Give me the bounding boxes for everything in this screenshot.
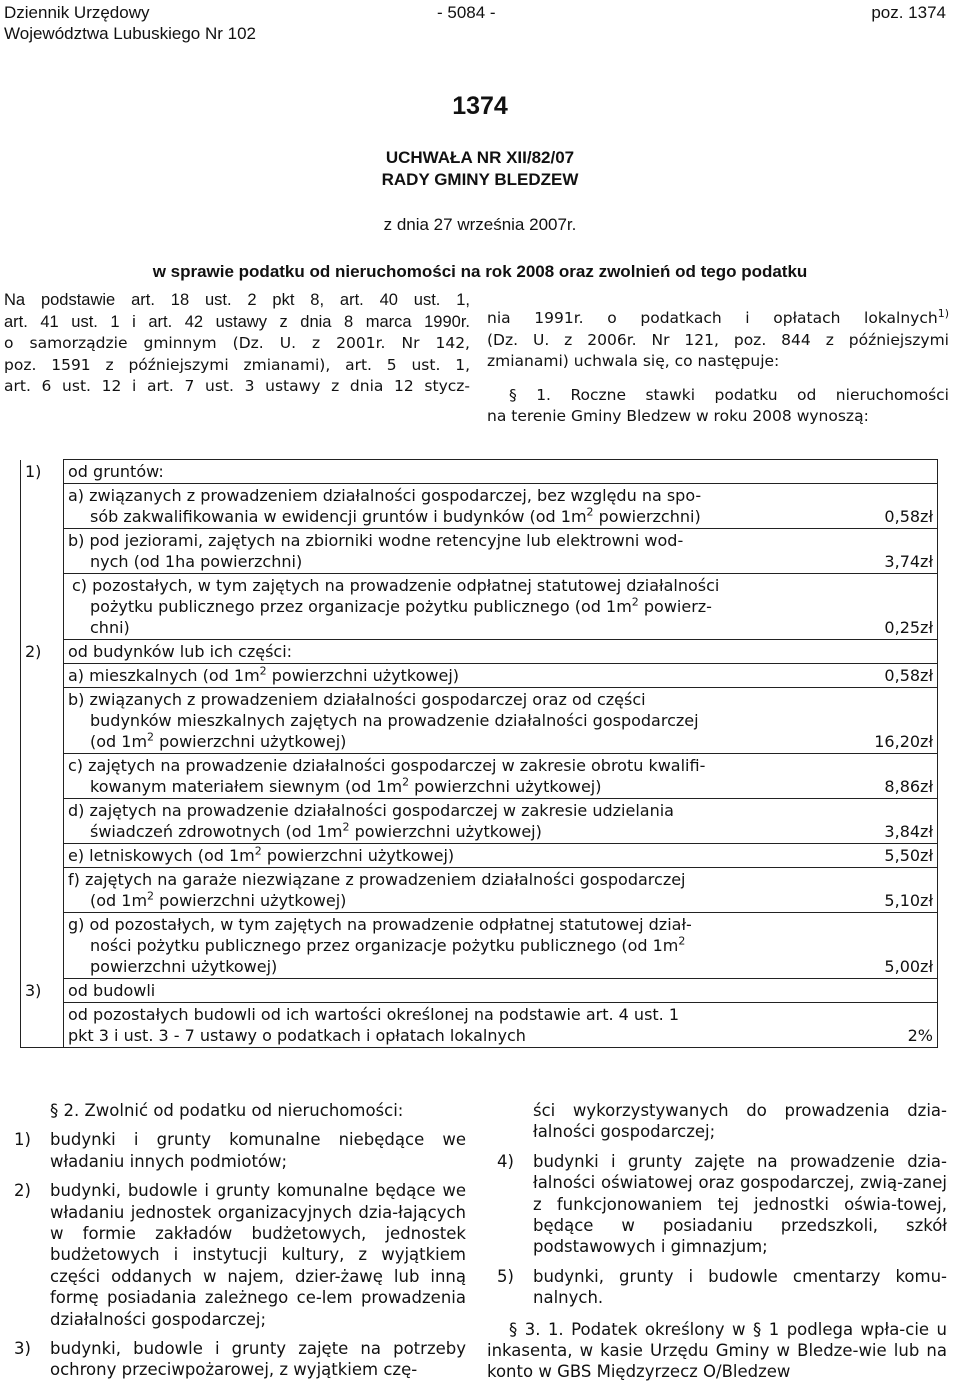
superscript: 2 <box>147 889 155 903</box>
rate-value: 2% <box>849 1003 938 1048</box>
rate-text-part: powierzchni użytkowej) <box>409 777 602 796</box>
superscript: 2 <box>342 820 350 834</box>
table-row <box>21 688 938 754</box>
table-row <box>21 574 938 640</box>
rate-text: nych (od 1ha powierzchni) <box>90 552 303 571</box>
rate-description <box>64 913 850 979</box>
rate-value: 8,86zł <box>849 754 938 799</box>
rate-text-part: sób zakwalifikowania w ewidencji gruntów i budynków (od 1m <box>90 507 587 526</box>
table-row <box>21 979 938 1003</box>
paragraph-2-heading: § 2. Zwolnić od podatku od nieruchomości: <box>50 1101 404 1120</box>
group-number: 3) <box>21 979 64 1003</box>
rate-value: 5,00zł <box>849 913 938 979</box>
superscript: 2 <box>254 844 262 858</box>
list-item-continuation: ści wykorzystywanych do prowadzenia dzia-łalności gospodarczej; <box>533 1101 947 1142</box>
preamble-line: poz. 1591 z późniejszymi zmianami), art. 5 ust. 1, <box>4 355 470 374</box>
rate-text: pkt 3 i ust. 3 - 7 ustawy o podatkach i opłatach lokalnych <box>68 1026 526 1045</box>
preamble-right-line: (Dz. U. z 2006r. Nr 121, poz. 844 z późniejszymi <box>487 330 949 349</box>
rate-description <box>64 688 850 754</box>
rate-value: 5,50zł <box>849 844 938 868</box>
rate-text: c) pozostałych, w tym zajętych na prowadzenie odpłatnej statutowej działalności <box>72 576 720 595</box>
list-item <box>497 1266 947 1309</box>
rate-text: od pozostałych budowli od ich wartości określonej na podstawie art. 4 ust. 1 <box>68 1005 680 1024</box>
rate-value: 16,20zł <box>849 688 938 754</box>
group-number-spacer <box>21 664 64 688</box>
rate-description <box>64 484 850 529</box>
preamble-line: o samorządzie gminnym (Dz. U. z 2001r. Nr 142, <box>4 334 470 353</box>
preamble-left <box>4 290 470 398</box>
rate-value: 3,74zł <box>849 529 938 574</box>
resolution-date: z dnia 27 września 2007r. <box>383 215 577 234</box>
rate-text <box>68 890 845 911</box>
superscript: 2 <box>586 505 594 519</box>
list-item-number: 4) <box>497 1151 514 1171</box>
preamble-line: art. 6 ust. 12 i art. 7 ust. 3 ustawy z dnia 12 stycz- <box>4 377 470 396</box>
table-row <box>21 529 938 574</box>
preamble-right-line <box>487 308 949 330</box>
rate-description <box>64 664 850 688</box>
rate-text-part: powierzchni użytkowej) <box>154 732 347 751</box>
group-number-spacer <box>21 484 64 529</box>
rate-value: 0,25zł <box>849 574 938 640</box>
paragraph-1-line: § 1. Roczne stawki podatku od nieruchomości <box>509 385 949 404</box>
rate-text <box>68 776 845 797</box>
rate-text-part: powierzchni użytkowej) <box>154 891 347 910</box>
group-number-spacer <box>21 574 64 640</box>
resolution-title-line1: UCHWAŁA NR XII/82/07 <box>385 148 575 167</box>
table-row <box>21 754 938 799</box>
superscript: 2 <box>402 775 410 789</box>
rate-description <box>64 1003 850 1048</box>
paragraph-3-text: § 3. 1. Podatek określony w § 1 podlega wpła-cie u inkasenta, w kasie Urzędu Gminy w Bledze-wie lub na konto w GBS Międzyrzecz O/Bledzew <box>487 1319 947 1382</box>
rate-text: powierzchni użytkowej) <box>90 957 278 976</box>
list-item-text: budynki i grunty komunalne niebędące we władaniu innych podmiotów; <box>50 1130 466 1171</box>
rate-text-part: powierzchni użytkowej) <box>349 822 542 841</box>
rate-description <box>64 754 850 799</box>
table-row <box>21 484 938 529</box>
rate-text <box>68 506 845 527</box>
rate-text-part: (od 1m <box>90 891 148 910</box>
group-number: 2) <box>21 640 64 664</box>
table-row <box>21 1003 938 1048</box>
list-item <box>14 1338 466 1381</box>
rate-text <box>68 731 845 752</box>
group-number-spacer <box>21 799 64 844</box>
rate-value: 3,84zł <box>849 799 938 844</box>
journal-title <box>4 2 256 44</box>
rate-description <box>64 529 850 574</box>
list-item-text: budynki, budowle i grunty zajęte na potrzeby ochrony przeciwpożarowej, z wyjątkiem czę- <box>50 1339 466 1380</box>
paragraph-2-left <box>14 1100 466 1389</box>
group-heading: od budynków lub ich części: <box>64 640 938 664</box>
position-number: poz. 1374 <box>871 3 946 22</box>
rate-description <box>64 574 850 640</box>
preamble-right <box>487 308 949 428</box>
rate-text: d) zajętych na prowadzenie działalności gospodarczej w zakresie udzielania <box>68 801 674 820</box>
list-item-text: budynki, grunty i budowle cmentarzy komu-nalnych. <box>533 1266 947 1308</box>
group-heading: od budowli <box>64 979 938 1003</box>
table-row <box>21 640 938 664</box>
list-item-number: 3) <box>14 1339 31 1359</box>
rate-description <box>64 844 850 868</box>
group-number-spacer <box>21 1003 64 1048</box>
rate-text: budynków mieszkalnych zajętych na prowadzenie działalności gospodarczej <box>90 711 699 730</box>
group-number-spacer <box>21 688 64 754</box>
resolution-subject: w sprawie podatku od nieruchomości na rok 2008 oraz zwolnień od tego podatku <box>152 262 808 281</box>
group-number-spacer <box>21 913 64 979</box>
rate-text-part: powierz- <box>638 597 712 616</box>
rate-text-part: ności pożytku publicznego przez organizacje pożytku publicznego (od 1m <box>90 936 679 955</box>
rate-text: f) zajętych na garaże niezwiązane z prowadzeniem działalności gospodarczej <box>68 870 686 889</box>
journal-line1: Dziennik Urzędowy <box>4 3 150 22</box>
rate-value: 0,58zł <box>849 484 938 529</box>
rate-description <box>64 868 850 913</box>
rate-description <box>64 799 850 844</box>
preamble-right-text: nia 1991r. o podatkach i opłatach lokalnych <box>487 309 938 327</box>
journal-line2: Województwa Lubuskiego Nr 102 <box>4 24 256 43</box>
group-number-spacer <box>21 868 64 913</box>
list-item <box>14 1180 466 1330</box>
preamble-line: art. 41 ust. 1 i art. 42 ustawy z dnia 8 marca 1990r. <box>4 312 470 331</box>
list-item-text: budynki, budowle i grunty komunalne będące we władaniu jednostek organizacyjnych dzia-łających w formie zakładów budżetowych, jednostek budżetowych i instytucji kultury, z wyjątkiem części oddanych w najem, dzier-żawę lub inną formę posiadania zależnego ce-lem prowadzenia działalności gospodarczej; <box>50 1181 466 1329</box>
document-number: 1374 <box>452 92 508 120</box>
table-row <box>21 868 938 913</box>
rate-text: chni) <box>90 618 130 637</box>
rate-text <box>68 935 845 956</box>
rate-text-part: (od 1m <box>90 732 148 751</box>
rate-text-part: powierzchni użytkowej) <box>261 846 455 865</box>
table-row <box>21 844 938 868</box>
list-item-number: 5) <box>497 1266 514 1286</box>
superscript: 2 <box>678 934 686 948</box>
superscript: 2 <box>147 730 155 744</box>
rate-text-part: powierzchni użytkowej) <box>266 666 460 685</box>
rate-text-part: a) mieszkalnych (od 1m <box>68 666 260 685</box>
resolution-title-line2: RADY GMINY BLEDZEW <box>381 170 579 189</box>
table-row <box>21 664 938 688</box>
table-row <box>21 799 938 844</box>
tax-rates-table <box>20 459 938 1048</box>
group-number-spacer <box>21 529 64 574</box>
rate-text-part: powierzchni) <box>593 507 701 526</box>
list-item <box>14 1129 466 1172</box>
rate-text-part: e) letniskowych (od 1m <box>68 846 255 865</box>
preamble-right-line: zmianami) uchwala się, co następuje: <box>487 352 780 371</box>
list-item-number: 2) <box>14 1181 31 1201</box>
paragraph-1-line: na terenie Gminy Bledzew w roku 2008 wynoszą: <box>487 407 869 426</box>
group-heading: od gruntów: <box>64 460 938 484</box>
list-item-number: 1) <box>14 1130 31 1150</box>
table-row <box>21 460 938 484</box>
rate-text-part: pożytku publicznego przez organizacje pożytku publicznego (od 1m <box>90 597 632 616</box>
rate-value: 5,10zł <box>849 868 938 913</box>
footnote-marker: 1) <box>937 306 949 320</box>
rate-value: 0,58zł <box>849 664 938 688</box>
group-number-spacer <box>21 754 64 799</box>
rate-text: g) od pozostałych, w tym zajętych na prowadzenie odpłatnej statutowej dział- <box>68 915 692 934</box>
table-row <box>21 913 938 979</box>
preamble-line: Na podstawie art. 18 ust. 2 pkt 8, art. 40 ust. 1, <box>4 291 470 309</box>
list-item <box>497 1151 947 1258</box>
group-number-spacer <box>21 844 64 868</box>
rate-text: a) związanych z prowadzeniem działalności gospodarczej, bez względu na spo- <box>68 486 702 505</box>
superscript: 2 <box>259 664 267 678</box>
rate-text: c) zajętych na prowadzenie działalności gospodarczej w zakresie obrotu kwalifi- <box>68 756 706 775</box>
rate-text: b) pod jeziorami, zajętych na zbiorniki wodne retencyjne lub elektrowni wod- <box>68 531 684 550</box>
superscript: 2 <box>631 595 639 609</box>
rate-text <box>68 821 845 842</box>
rate-text-part: świadczeń zdrowotnych (od 1m <box>90 822 343 841</box>
rate-text <box>68 596 845 617</box>
list-item-text: budynki i grunty zajęte na prowadzenie dzia-łalności oświatowej oraz gospodarczej, zwią-zanej z funkcjonowaniem tej jednostki oświa-towej, będące w posiadaniu przedszkoli, szkół podstawowych i gimnazjum; <box>533 1151 947 1257</box>
paragraph-2-right <box>487 1100 947 1383</box>
rate-text-part: kowanym materiałem siewnym (od 1m <box>90 777 403 796</box>
rate-text: b) związanych z prowadzeniem działalności gospodarczej oraz od części <box>68 690 646 709</box>
resolution-title <box>0 147 960 191</box>
page-number: - 5084 - <box>437 3 496 22</box>
group-number: 1) <box>21 460 64 484</box>
